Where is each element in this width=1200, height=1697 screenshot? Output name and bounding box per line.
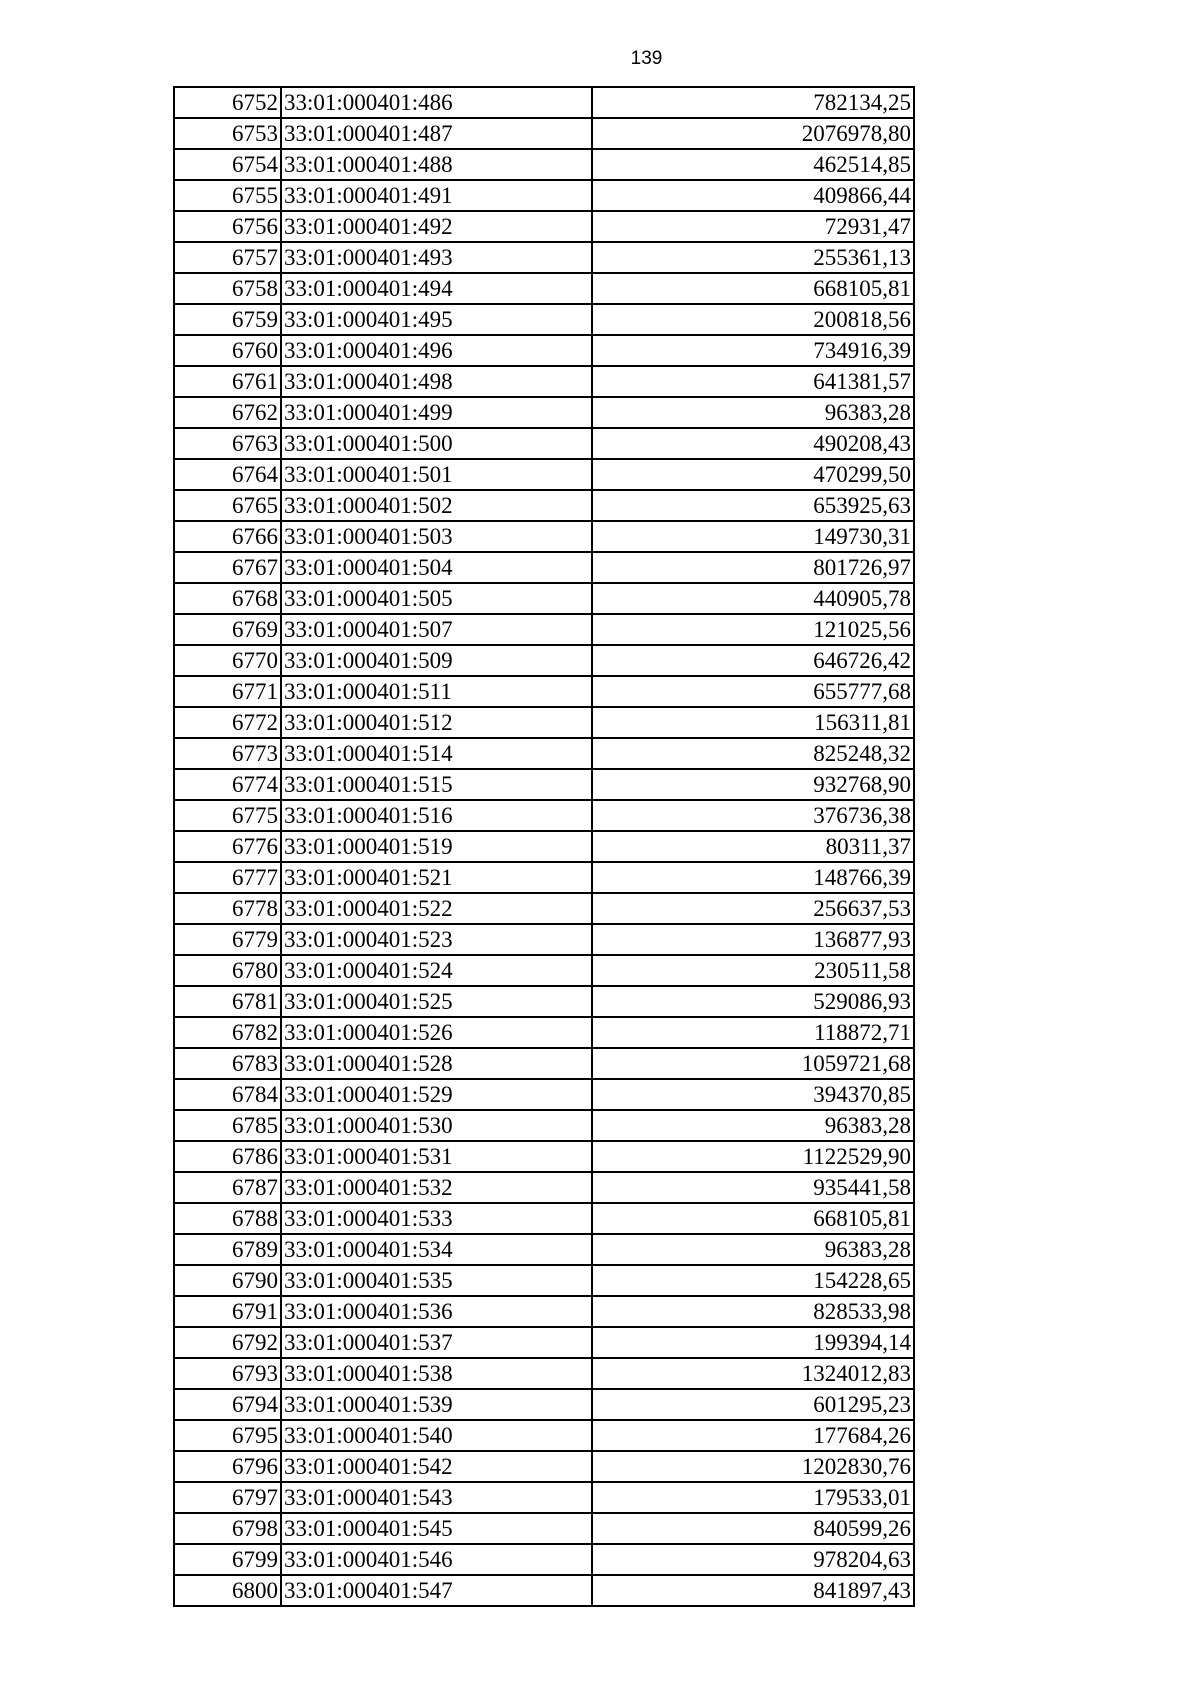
cadastral-number-cell: 33:01:000401:523	[281, 924, 592, 955]
cadastral-number-cell: 33:01:000401:501	[281, 459, 592, 490]
cadastral-value-cell: 462514,85	[592, 149, 914, 180]
table-row	[174, 1358, 914, 1389]
cadastral-number-cell: 33:01:000401:498	[281, 366, 592, 397]
table-row	[174, 1544, 914, 1575]
table-row	[174, 1451, 914, 1482]
table-row	[174, 521, 914, 552]
cadastral-value-cell: 409866,44	[592, 180, 914, 211]
table-row	[174, 893, 914, 924]
table-row	[174, 1048, 914, 1079]
row-number-cell: 6762	[174, 397, 281, 428]
cadastral-number-cell: 33:01:000401:496	[281, 335, 592, 366]
cadastral-value-cell: 668105,81	[592, 1203, 914, 1234]
cadastral-number-cell: 33:01:000401:505	[281, 583, 592, 614]
row-number-cell: 6790	[174, 1265, 281, 1296]
cadastral-number-cell: 33:01:000401:536	[281, 1296, 592, 1327]
row-number-cell: 6793	[174, 1358, 281, 1389]
cadastral-value-cell: 96383,28	[592, 1110, 914, 1141]
cadastral-number-cell: 33:01:000401:519	[281, 831, 592, 862]
table-row	[174, 1482, 914, 1513]
table-row	[174, 1296, 914, 1327]
table-row	[174, 707, 914, 738]
table-row	[174, 1575, 914, 1606]
cadastral-value-cell: 653925,63	[592, 490, 914, 521]
table-row	[174, 211, 914, 242]
row-number-cell: 6759	[174, 304, 281, 335]
row-number-cell: 6752	[174, 87, 281, 118]
cadastral-number-cell: 33:01:000401:502	[281, 490, 592, 521]
table-row	[174, 800, 914, 831]
row-number-cell: 6782	[174, 1017, 281, 1048]
row-number-cell: 6787	[174, 1172, 281, 1203]
cadastral-value-cell: 2076978,80	[592, 118, 914, 149]
cadastral-value-cell: 376736,38	[592, 800, 914, 831]
cadastral-number-cell: 33:01:000401:540	[281, 1420, 592, 1451]
cadastral-value-cell: 1122529,90	[592, 1141, 914, 1172]
table-row	[174, 149, 914, 180]
cadastral-value-cell: 782134,25	[592, 87, 914, 118]
table-row	[174, 614, 914, 645]
row-number-cell: 6791	[174, 1296, 281, 1327]
cadastral-value-cell: 256637,53	[592, 893, 914, 924]
cadastral-number-cell: 33:01:000401:530	[281, 1110, 592, 1141]
cadastral-value-cell: 1324012,83	[592, 1358, 914, 1389]
row-number-cell: 6776	[174, 831, 281, 862]
row-number-cell: 6765	[174, 490, 281, 521]
table-row	[174, 831, 914, 862]
table-row	[174, 366, 914, 397]
cadastral-value-cell: 801726,97	[592, 552, 914, 583]
cadastral-value-cell: 601295,23	[592, 1389, 914, 1420]
registry-table-body	[174, 87, 914, 1606]
cadastral-value-cell: 641381,57	[592, 366, 914, 397]
cadastral-number-cell: 33:01:000401:532	[281, 1172, 592, 1203]
cadastral-value-cell: 230511,58	[592, 955, 914, 986]
row-number-cell: 6757	[174, 242, 281, 273]
cadastral-number-cell: 33:01:000401:493	[281, 242, 592, 273]
cadastral-number-cell: 33:01:000401:521	[281, 862, 592, 893]
table-row	[174, 304, 914, 335]
cadastral-value-cell: 154228,65	[592, 1265, 914, 1296]
row-number-cell: 6774	[174, 769, 281, 800]
cadastral-value-cell: 80311,37	[592, 831, 914, 862]
table-row	[174, 242, 914, 273]
cadastral-value-cell: 118872,71	[592, 1017, 914, 1048]
cadastral-number-cell: 33:01:000401:507	[281, 614, 592, 645]
row-number-cell: 6768	[174, 583, 281, 614]
cadastral-number-cell: 33:01:000401:529	[281, 1079, 592, 1110]
table-row	[174, 738, 914, 769]
table-row	[174, 1110, 914, 1141]
table-row	[174, 1079, 914, 1110]
cadastral-number-cell: 33:01:000401:503	[281, 521, 592, 552]
row-number-cell: 6763	[174, 428, 281, 459]
cadastral-value-cell: 149730,31	[592, 521, 914, 552]
row-number-cell: 6779	[174, 924, 281, 955]
row-number-cell: 6788	[174, 1203, 281, 1234]
row-number-cell: 6777	[174, 862, 281, 893]
table-row	[174, 986, 914, 1017]
row-number-cell: 6799	[174, 1544, 281, 1575]
table-row	[174, 428, 914, 459]
table-row	[174, 955, 914, 986]
cadastral-value-cell: 932768,90	[592, 769, 914, 800]
row-number-cell: 6773	[174, 738, 281, 769]
table-row	[174, 1327, 914, 1358]
cadastral-value-cell: 470299,50	[592, 459, 914, 490]
row-number-cell: 6796	[174, 1451, 281, 1482]
cadastral-number-cell: 33:01:000401:531	[281, 1141, 592, 1172]
cadastral-value-cell: 177684,26	[592, 1420, 914, 1451]
cadastral-number-cell: 33:01:000401:495	[281, 304, 592, 335]
cadastral-number-cell: 33:01:000401:504	[281, 552, 592, 583]
cadastral-value-cell: 840599,26	[592, 1513, 914, 1544]
cadastral-number-cell: 33:01:000401:500	[281, 428, 592, 459]
cadastral-number-cell: 33:01:000401:526	[281, 1017, 592, 1048]
cadastral-value-cell: 179533,01	[592, 1482, 914, 1513]
row-number-cell: 6766	[174, 521, 281, 552]
row-number-cell: 6797	[174, 1482, 281, 1513]
cadastral-number-cell: 33:01:000401:542	[281, 1451, 592, 1482]
table-row	[174, 552, 914, 583]
row-number-cell: 6792	[174, 1327, 281, 1358]
cadastral-number-cell: 33:01:000401:533	[281, 1203, 592, 1234]
cadastral-value-cell: 825248,32	[592, 738, 914, 769]
table-row	[174, 1017, 914, 1048]
cadastral-number-cell: 33:01:000401:494	[281, 273, 592, 304]
row-number-cell: 6798	[174, 1513, 281, 1544]
cadastral-value-cell: 841897,43	[592, 1575, 914, 1606]
row-number-cell: 6772	[174, 707, 281, 738]
table-row	[174, 118, 914, 149]
table-row	[174, 924, 914, 955]
table-row	[174, 459, 914, 490]
table-row	[174, 1234, 914, 1265]
cadastral-number-cell: 33:01:000401:547	[281, 1575, 592, 1606]
cadastral-value-cell: 200818,56	[592, 304, 914, 335]
cadastral-number-cell: 33:01:000401:535	[281, 1265, 592, 1296]
cadastral-number-cell: 33:01:000401:512	[281, 707, 592, 738]
cadastral-number-cell: 33:01:000401:525	[281, 986, 592, 1017]
row-number-cell: 6756	[174, 211, 281, 242]
cadastral-value-cell: 440905,78	[592, 583, 914, 614]
cadastral-number-cell: 33:01:000401:491	[281, 180, 592, 211]
cadastral-value-cell: 136877,93	[592, 924, 914, 955]
cadastral-number-cell: 33:01:000401:499	[281, 397, 592, 428]
table-row	[174, 180, 914, 211]
cadastral-number-cell: 33:01:000401:522	[281, 893, 592, 924]
row-number-cell: 6770	[174, 645, 281, 676]
cadastral-value-cell: 529086,93	[592, 986, 914, 1017]
table-row	[174, 397, 914, 428]
cadastral-number-cell: 33:01:000401:538	[281, 1358, 592, 1389]
cadastral-value-cell: 156311,81	[592, 707, 914, 738]
cadastral-value-cell: 668105,81	[592, 273, 914, 304]
row-number-cell: 6754	[174, 149, 281, 180]
table-row	[174, 490, 914, 521]
cadastral-value-cell: 490208,43	[592, 428, 914, 459]
cadastral-number-cell: 33:01:000401:487	[281, 118, 592, 149]
table-row	[174, 335, 914, 366]
table-row	[174, 1141, 914, 1172]
cadastral-value-cell: 978204,63	[592, 1544, 914, 1575]
cadastral-value-cell: 72931,47	[592, 211, 914, 242]
registry-table	[173, 86, 915, 1607]
row-number-cell: 6781	[174, 986, 281, 1017]
table-row	[174, 862, 914, 893]
row-number-cell: 6760	[174, 335, 281, 366]
row-number-cell: 6761	[174, 366, 281, 397]
cadastral-number-cell: 33:01:000401:546	[281, 1544, 592, 1575]
row-number-cell: 6764	[174, 459, 281, 490]
cadastral-number-cell: 33:01:000401:543	[281, 1482, 592, 1513]
cadastral-number-cell: 33:01:000401:528	[281, 1048, 592, 1079]
cadastral-number-cell: 33:01:000401:524	[281, 955, 592, 986]
cadastral-value-cell: 121025,56	[592, 614, 914, 645]
cadastral-value-cell: 148766,39	[592, 862, 914, 893]
table-row	[174, 1203, 914, 1234]
table-row	[174, 1172, 914, 1203]
cadastral-number-cell: 33:01:000401:488	[281, 149, 592, 180]
row-number-cell: 6775	[174, 800, 281, 831]
cadastral-number-cell: 33:01:000401:539	[281, 1389, 592, 1420]
page-number: 139	[630, 48, 663, 69]
table-row	[174, 87, 914, 118]
row-number-cell: 6769	[174, 614, 281, 645]
cadastral-number-cell: 33:01:000401:537	[281, 1327, 592, 1358]
cadastral-number-cell: 33:01:000401:516	[281, 800, 592, 831]
cadastral-number-cell: 33:01:000401:509	[281, 645, 592, 676]
cadastral-number-cell: 33:01:000401:514	[281, 738, 592, 769]
table-row	[174, 676, 914, 707]
row-number-cell: 6795	[174, 1420, 281, 1451]
table-row	[174, 1389, 914, 1420]
cadastral-number-cell: 33:01:000401:492	[281, 211, 592, 242]
cadastral-value-cell: 255361,13	[592, 242, 914, 273]
row-number-cell: 6767	[174, 552, 281, 583]
cadastral-value-cell: 1059721,68	[592, 1048, 914, 1079]
table-row	[174, 1513, 914, 1544]
cadastral-number-cell: 33:01:000401:486	[281, 87, 592, 118]
row-number-cell: 6758	[174, 273, 281, 304]
cadastral-value-cell: 394370,85	[592, 1079, 914, 1110]
table-row	[174, 1420, 914, 1451]
row-number-cell: 6771	[174, 676, 281, 707]
table-row	[174, 273, 914, 304]
row-number-cell: 6753	[174, 118, 281, 149]
cadastral-number-cell: 33:01:000401:511	[281, 676, 592, 707]
row-number-cell: 6785	[174, 1110, 281, 1141]
cadastral-value-cell: 1202830,76	[592, 1451, 914, 1482]
row-number-cell: 6780	[174, 955, 281, 986]
row-number-cell: 6800	[174, 1575, 281, 1606]
row-number-cell: 6786	[174, 1141, 281, 1172]
cadastral-value-cell: 734916,39	[592, 335, 914, 366]
row-number-cell: 6755	[174, 180, 281, 211]
table-row	[174, 769, 914, 800]
row-number-cell: 6778	[174, 893, 281, 924]
row-number-cell: 6794	[174, 1389, 281, 1420]
row-number-cell: 6784	[174, 1079, 281, 1110]
cadastral-number-cell: 33:01:000401:545	[281, 1513, 592, 1544]
table-row	[174, 1265, 914, 1296]
cadastral-value-cell: 935441,58	[592, 1172, 914, 1203]
row-number-cell: 6789	[174, 1234, 281, 1265]
cadastral-number-cell: 33:01:000401:515	[281, 769, 592, 800]
cadastral-value-cell: 199394,14	[592, 1327, 914, 1358]
cadastral-number-cell: 33:01:000401:534	[281, 1234, 592, 1265]
cadastral-value-cell: 96383,28	[592, 397, 914, 428]
cadastral-value-cell: 655777,68	[592, 676, 914, 707]
table-row	[174, 583, 914, 614]
cadastral-value-cell: 646726,42	[592, 645, 914, 676]
row-number-cell: 6783	[174, 1048, 281, 1079]
cadastral-value-cell: 96383,28	[592, 1234, 914, 1265]
table-row	[174, 645, 914, 676]
cadastral-value-cell: 828533,98	[592, 1296, 914, 1327]
